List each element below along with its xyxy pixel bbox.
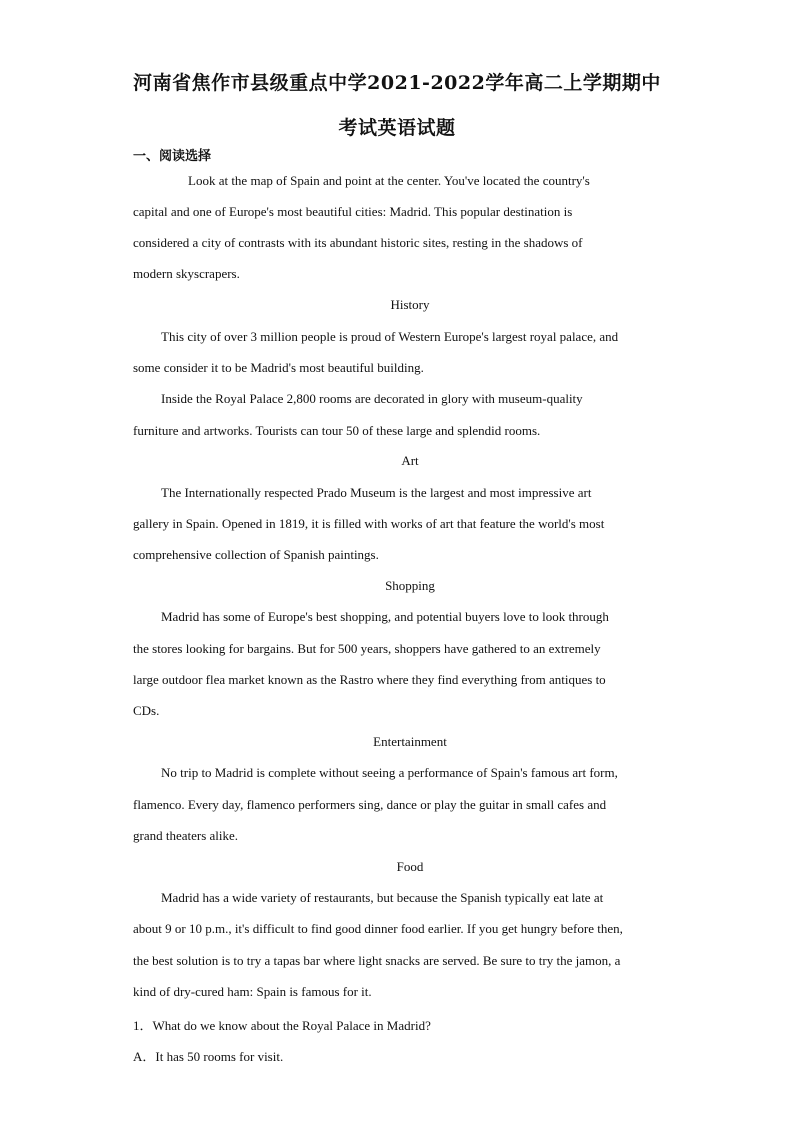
history-heading: History <box>390 297 430 312</box>
shopping-line: CDs. <box>133 703 160 718</box>
entertainment-line: flamenco. Every day, flamenco performers sing, dance or play the guitar in small cafes and <box>133 797 607 812</box>
food-line: Madrid has a wide variety of restaurants, but because the Spanish typically eat late at <box>161 890 604 905</box>
art-line: comprehensive collection of Spanish paintings. <box>133 547 379 562</box>
intro-line: capital and one of Europe's most beautiful cities: Madrid. This popular destination is <box>133 204 573 219</box>
history-line: This city of over 3 million people is proud of Western Europe's largest royal palace, and <box>161 329 619 344</box>
art-line: The Internationally respected Prado Museum is the largest and most impressive art <box>161 485 592 500</box>
entertainment-line: grand theaters alike. <box>133 828 239 843</box>
food-line: the best solution is to try a tapas bar where light snacks are served. Be sure to try the jamon, a <box>133 953 621 968</box>
history-line: some consider it to be Madrid's most beautiful building. <box>133 360 424 375</box>
document-title-line-2: 考试英语试题 <box>338 117 456 139</box>
intro-line: Look at the map of Spain and point at the center. You've located the country's <box>188 173 590 188</box>
history-line: furniture and artworks. Tourists can tour 50 of these large and splendid rooms. <box>133 423 541 438</box>
food-line: kind of dry-cured ham: Spain is famous for it. <box>133 984 372 999</box>
art-heading: Art <box>401 453 419 468</box>
document-title-line-1: 河南省焦作市县级重点中学2021-2022学年高二上学期期中 <box>133 72 661 94</box>
shopping-line: large outdoor flea market known as the Rastro where they find everything from antiques to <box>133 672 606 687</box>
section-heading: 一、阅读选择 <box>133 149 212 164</box>
intro-line: considered a city of contrasts with its abundant historic sites, resting in the shadows of <box>133 235 583 250</box>
entertainment-heading: Entertainment <box>373 734 447 749</box>
food-heading: Food <box>396 859 424 874</box>
question-1-option-a: A．It has 50 rooms for visit. <box>133 1049 284 1064</box>
history-line: Inside the Royal Palace 2,800 rooms are decorated in glory with museum-quality <box>161 391 583 406</box>
art-line: gallery in Spain. Opened in 1819, it is filled with works of art that feature the world's most <box>133 516 605 531</box>
shopping-line: Madrid has some of Europe's best shopping, and potential buyers love to look through <box>161 609 609 624</box>
question-1: 1．What do we know about the Royal Palace in Madrid? <box>133 1018 431 1033</box>
shopping-heading: Shopping <box>385 578 435 593</box>
shopping-line: the stores looking for bargains. But for 500 years, shoppers have gathered to an extremely <box>133 641 601 656</box>
intro-line: modern skyscrapers. <box>133 266 240 281</box>
entertainment-line: No trip to Madrid is complete without seeing a performance of Spain's famous art form, <box>161 765 618 780</box>
food-line: about 9 or 10 p.m., it's difficult to find good dinner food earlier. If you get hungry before then, <box>133 921 623 936</box>
